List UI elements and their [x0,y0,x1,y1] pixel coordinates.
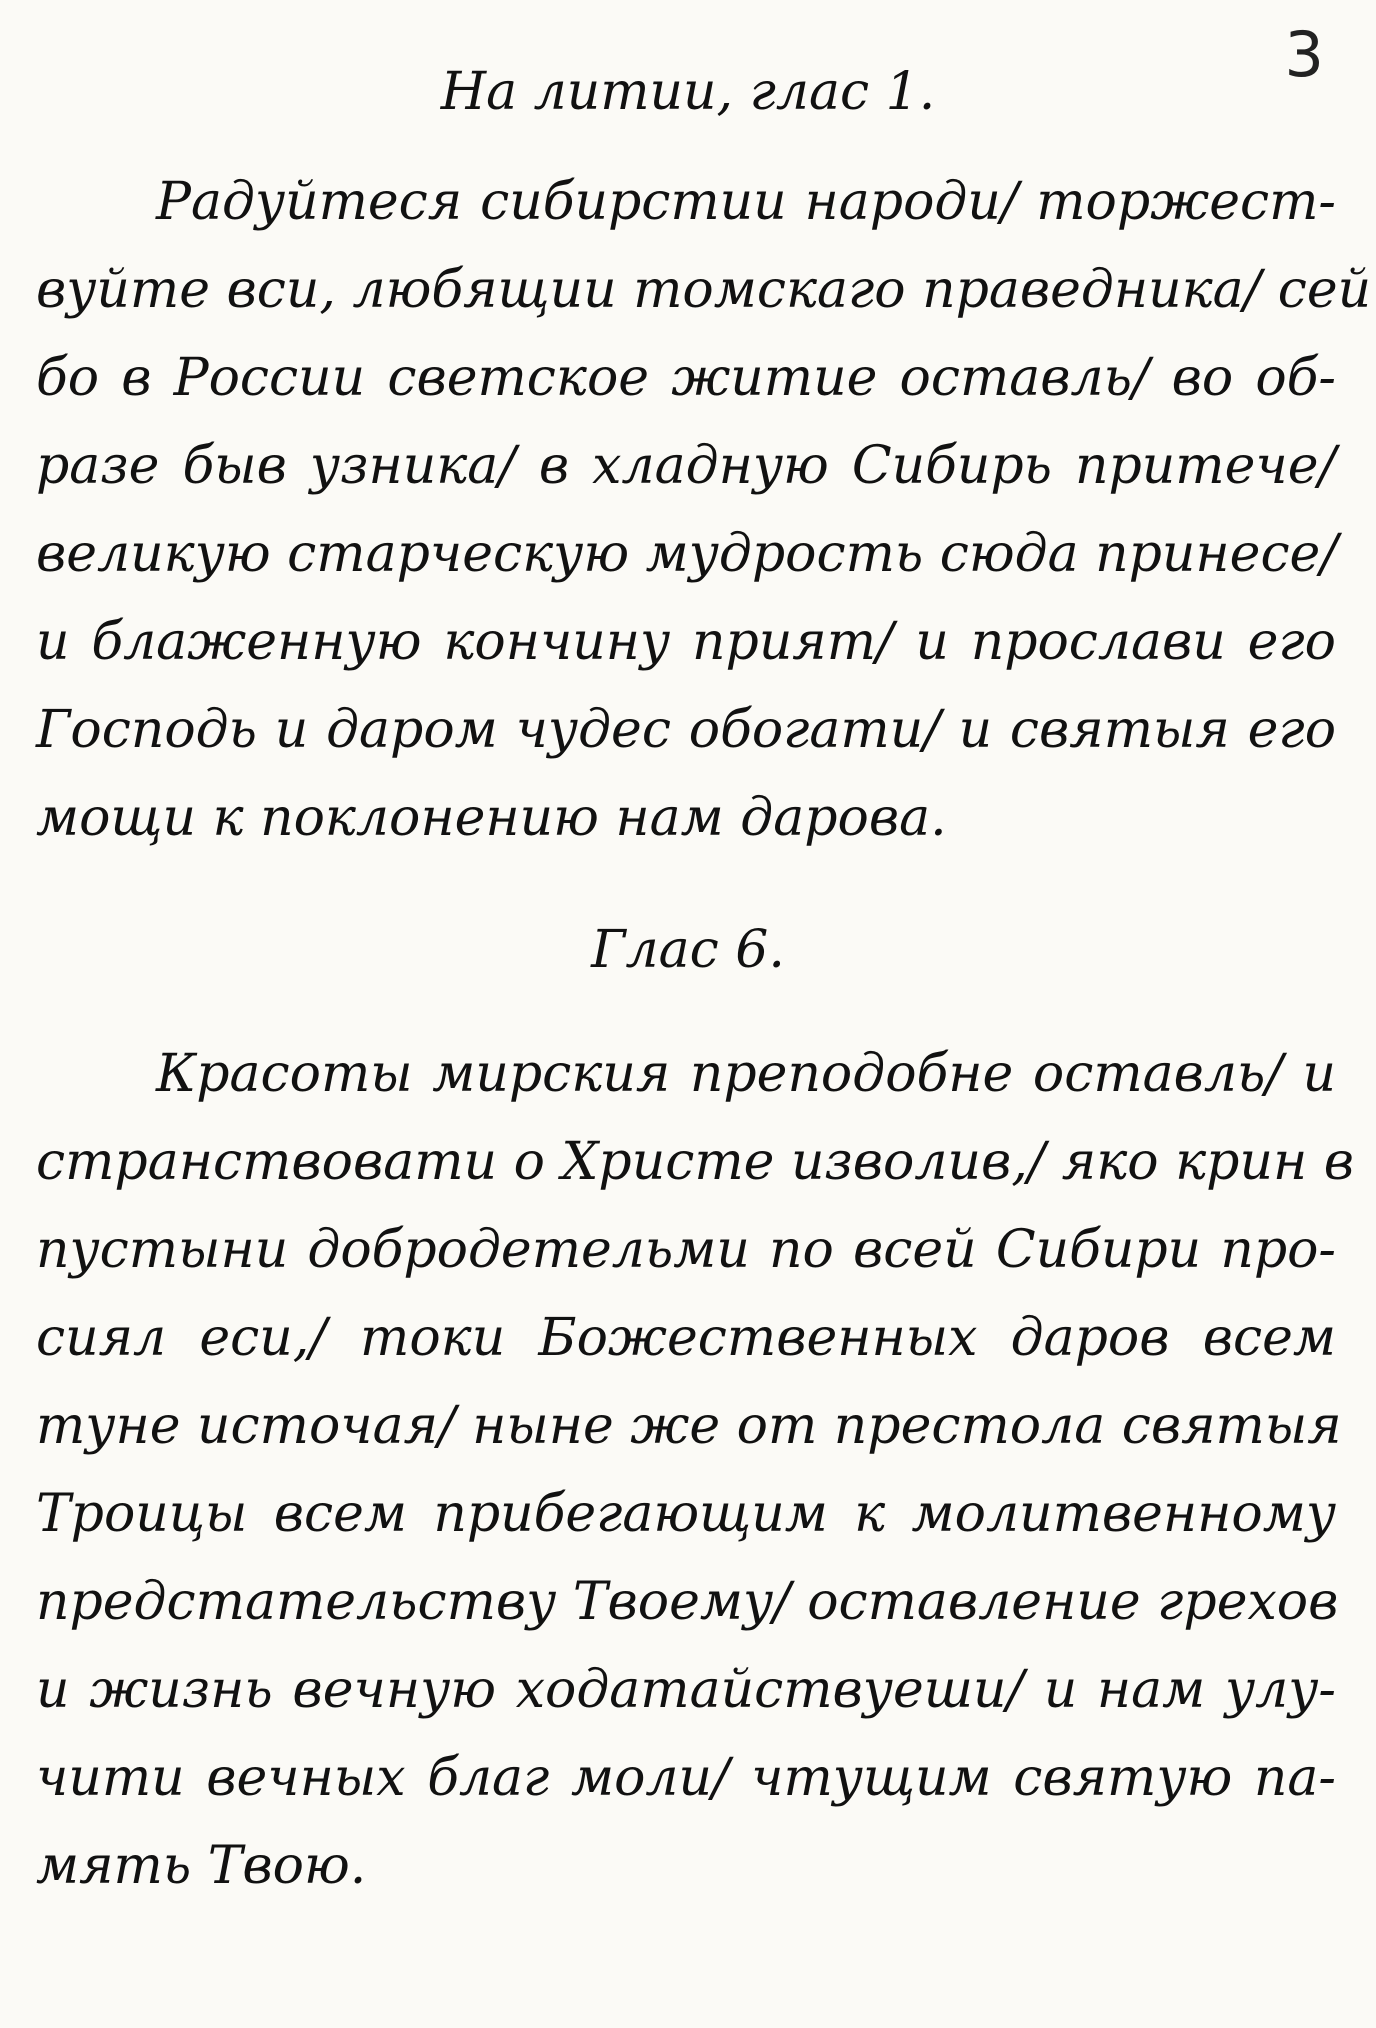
text-line: великую старческую мудрость сюда принесе/ [36,524,1338,584]
text-line: Радуйтеся сибирстии народи/ торжест- [156,172,1336,232]
text-line: туне источая/ ныне же от престола святыя [36,1396,1342,1456]
text-line: сиял еси,/ токи Божественных даров всем [36,1308,1336,1368]
text-line: и блаженную кончину прият/ и прослави его [36,612,1336,672]
text-line: бо в России светское житие оставль/ во об- [36,348,1336,408]
text-line: мять Твою. [36,1836,367,1896]
paragraph-litiya [36,158,1372,862]
text-line: чити вечных благ моли/ чтущим святую па- [36,1748,1336,1808]
section-heading-litiya: На литии, глас 1. [440,62,936,122]
text-line: Господь и даром чудес обогати/ и святыя его [36,700,1336,760]
text-line: разе быв узника/ в хладную Сибирь притече/ [36,436,1336,496]
page-number: 3 [1284,18,1324,91]
text-line: Красоты мирския преподобне оставль/ и [156,1044,1336,1104]
text-line: пустыни добродетельми по всей Сибири про- [36,1220,1336,1280]
section-heading-glas-6: Глас 6. [591,920,785,980]
text-line: предстательству Твоему/ оставление грехов [36,1572,1339,1632]
paragraph-glas-6 [36,1030,1355,1910]
text-line: странствовати о Христе изволив,/ яко крин в [36,1132,1355,1192]
text-line: мощи к поклонению нам дарова. [36,788,947,848]
text-line: вуйте вси, любящии томскаго праведника/ сей [36,260,1372,320]
text-line: Троицы всем прибегающим к молитвенному [36,1484,1336,1544]
text-line: и жизнь вечную ходатайствуеши/ и нам улу- [36,1660,1336,1720]
